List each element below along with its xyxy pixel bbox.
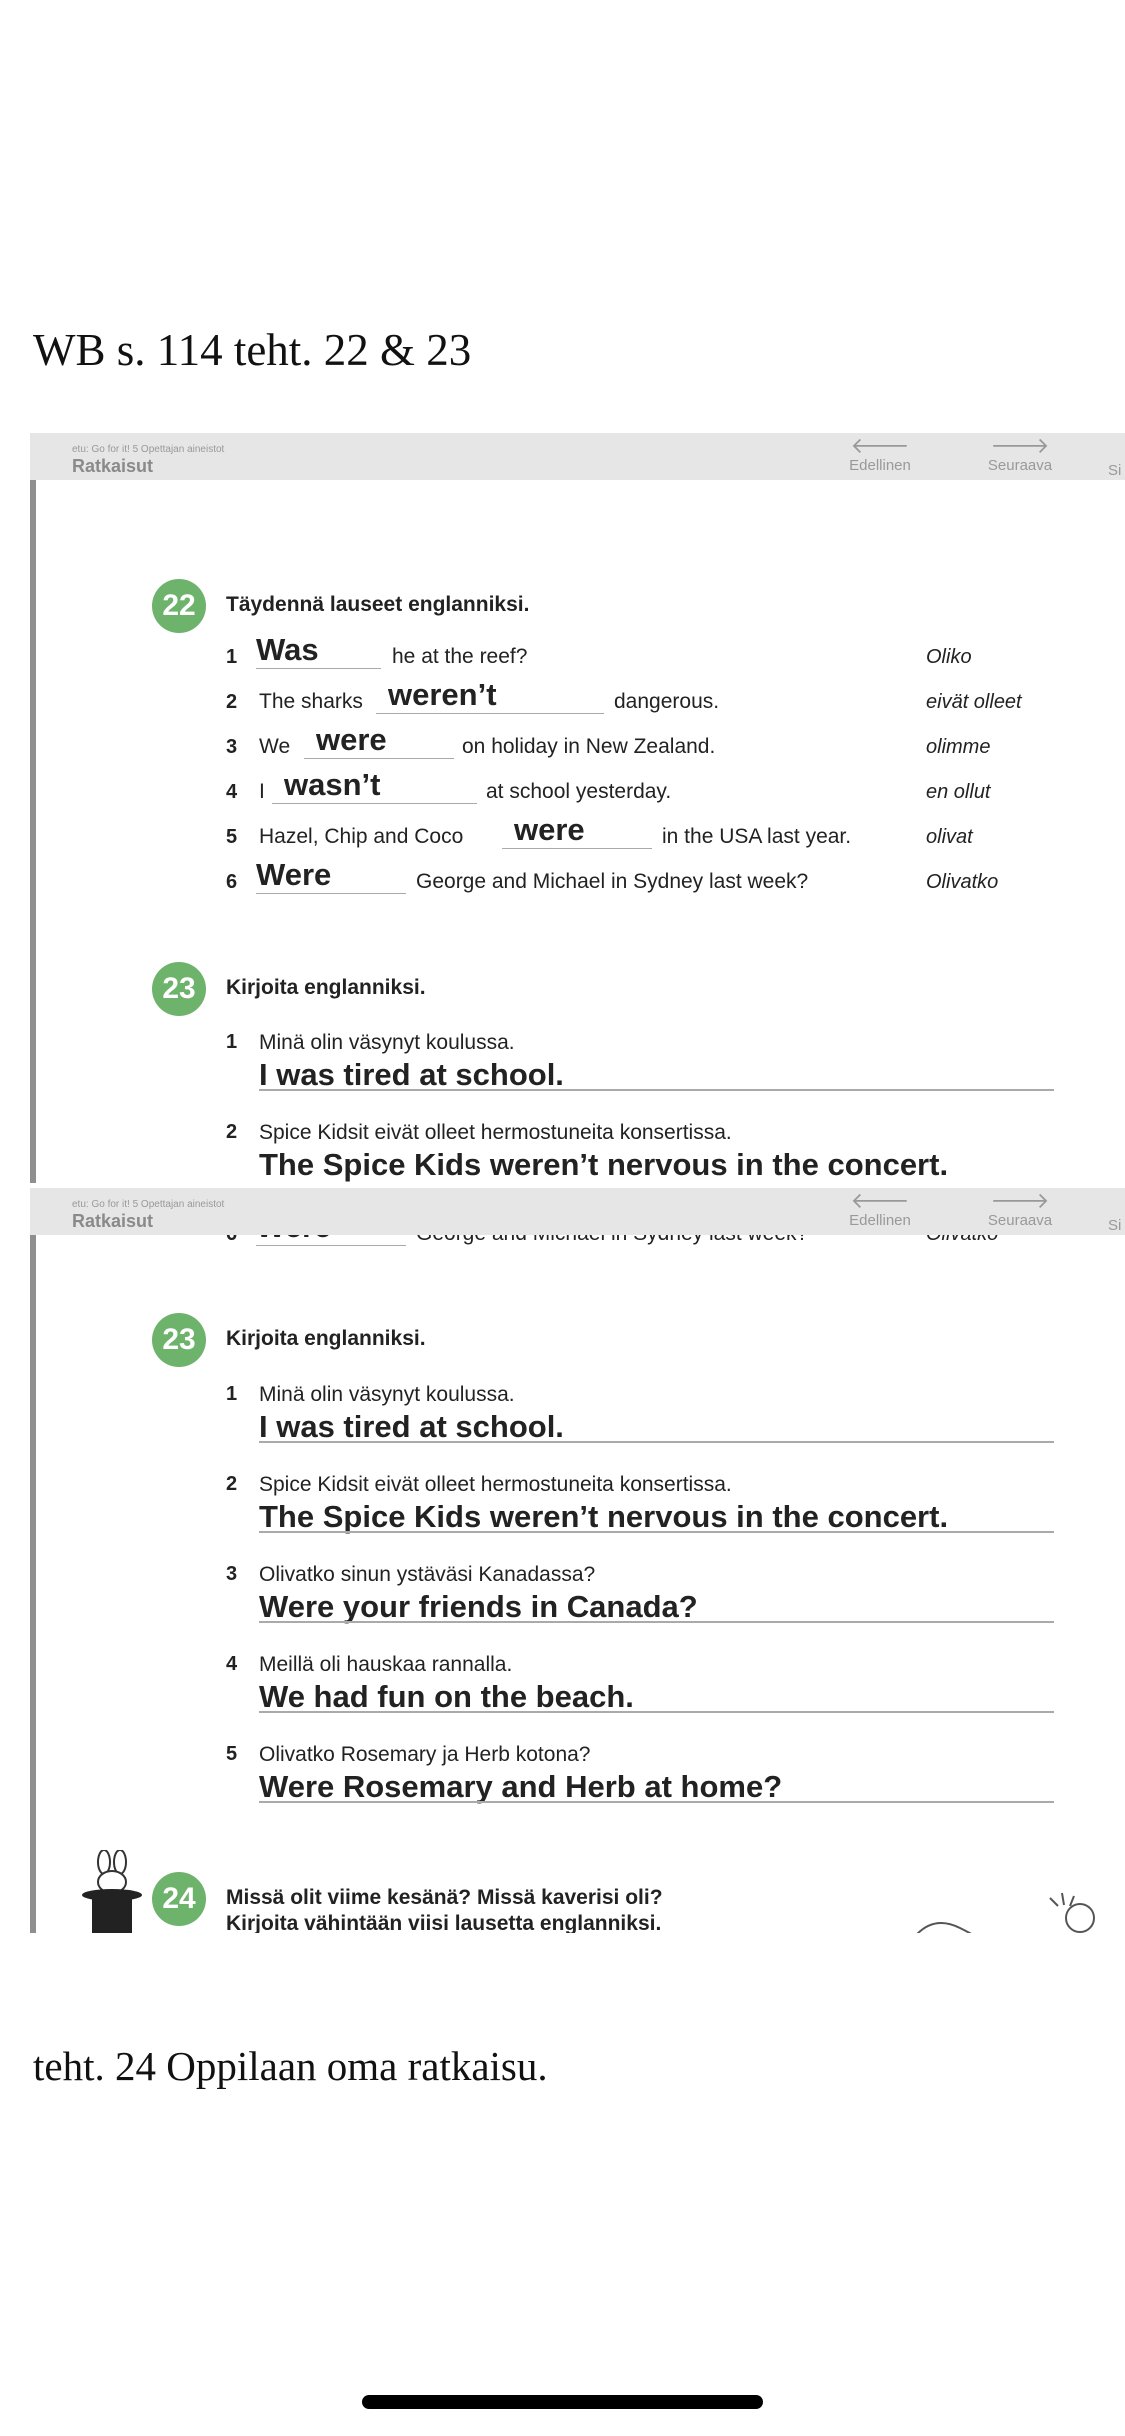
sentence-before: I	[259, 780, 265, 803]
cut-off-nav-label[interactable]: Si	[1108, 1217, 1122, 1234]
exercise-22-title: Täydennä lauseet englanniksi.	[226, 593, 530, 616]
next-button[interactable]	[980, 1190, 1060, 1229]
finnish-hint: eivät olleet	[926, 691, 1022, 713]
arrow-left-icon: 🡐	[850, 433, 910, 458]
arrow-left-icon: 🡐	[850, 1188, 910, 1213]
exercise-24-line-1: Missä olit viime kesänä? Missä kaverisi oli?	[226, 1886, 663, 1909]
answer-blank	[272, 767, 477, 804]
item-number: 4	[226, 781, 238, 803]
footer-note: teht. 24 Oppilaan oma ratkaisu.	[33, 2043, 548, 2089]
viewer-title: Ratkaisut	[72, 1211, 154, 1231]
viewer-toolbar	[30, 1188, 1125, 1235]
cut-off-nav-label[interactable]: Si	[1108, 462, 1122, 479]
finnish-hint: en ollut	[926, 781, 991, 803]
item-number: 3	[226, 736, 238, 758]
item-number: 1	[226, 1383, 238, 1405]
answer-text: Was	[256, 632, 319, 667]
exercise-23-title: Kirjoita englanniksi.	[226, 976, 426, 999]
finnish-prompt: Olivatko Rosemary ja Herb kotona?	[259, 1743, 591, 1766]
exercise-23-title: Kirjoita englanniksi.	[226, 1327, 426, 1350]
exercise-22-row	[226, 856, 1106, 896]
exercise-24-line-2: Kirjoita vähintään viisi lausetta englanniksi.	[226, 1912, 662, 1933]
item-number: 5	[226, 826, 238, 848]
exercise-22-badge: 22	[152, 579, 206, 633]
arrow-right-icon: 🡒	[990, 433, 1050, 458]
previous-label: Edellinen	[849, 1212, 911, 1229]
breadcrumb: etu: Go for it! 5 Opettajan aineistot	[72, 444, 225, 455]
answer-line	[259, 1621, 1054, 1623]
answer-line	[259, 1711, 1054, 1713]
finnish-prompt: Spice Kidsit eivät olleet hermostuneita konsertissa.	[259, 1473, 732, 1496]
viewer-toolbar	[30, 433, 1125, 480]
next-button[interactable]	[980, 435, 1060, 474]
answer-text: Were your friends in Canada?	[259, 1589, 698, 1624]
sentence-after: George and Michael in Sydney last week?	[416, 870, 809, 893]
next-label: Seuraava	[987, 1212, 1053, 1229]
item-number: 5	[226, 1743, 238, 1765]
answer-text: were	[316, 722, 387, 757]
finnish-hint: olimme	[926, 736, 991, 758]
sentence-after: he at the reef?	[392, 645, 528, 668]
answer-line	[259, 1441, 1054, 1443]
answer-line	[259, 1531, 1054, 1533]
sentence-after: at school yesterday.	[486, 780, 672, 803]
answer-text: wasn’t	[284, 767, 381, 802]
answer-blank	[304, 722, 454, 759]
item-number: 1	[226, 646, 238, 668]
item-number: 2	[226, 691, 238, 713]
left-margin-bar	[30, 1235, 36, 1933]
answer-text: The Spice Kids weren’t nervous in the concert.	[259, 1499, 949, 1534]
answer-blank	[502, 812, 652, 849]
breadcrumb: etu: Go for it! 5 Opettajan aineistot	[72, 1199, 225, 1210]
screenshot-panel-2	[30, 1188, 1125, 1933]
next-label: Seuraava	[987, 457, 1053, 474]
item-number: 2	[226, 1121, 238, 1143]
answer-line	[259, 1089, 1054, 1091]
magic-hat-rabbit-icon	[78, 1850, 148, 1933]
arrow-right-icon: 🡒	[990, 1188, 1050, 1213]
answer-text: Were	[256, 857, 332, 892]
item-number: 2	[226, 1473, 238, 1495]
screenshot-panel-1	[30, 433, 1125, 1183]
answer-text: We had fun on the beach.	[259, 1679, 634, 1714]
answer-text: weren’t	[388, 677, 497, 712]
viewer-title: Ratkaisut	[72, 456, 154, 476]
exercise-22-row	[226, 766, 1106, 806]
finnish-prompt: Spice Kidsit eivät olleet hermostuneita konsertissa.	[259, 1121, 732, 1144]
sentence-after: in the USA last year.	[662, 825, 852, 848]
answer-text: I was tired at school.	[259, 1057, 564, 1092]
page-heading: WB s. 114 teht. 22 & 23	[33, 325, 472, 375]
finnish-hint: Olivatko	[926, 871, 999, 893]
answer-blank	[376, 677, 604, 714]
home-indicator[interactable]	[362, 2395, 763, 2409]
previous-label: Edellinen	[849, 457, 911, 474]
answer-text: were	[514, 812, 585, 847]
exercise-24-badge: 24	[152, 1872, 206, 1926]
sentence-after: on holiday in New Zealand.	[462, 735, 716, 758]
sentence-after: dangerous.	[614, 690, 720, 713]
finnish-hint: Oliko	[926, 646, 972, 668]
answer-text: I was tired at school.	[259, 1409, 564, 1444]
item-number: 6	[226, 871, 238, 893]
sentence-before: We	[259, 735, 291, 758]
item-number: 3	[226, 1563, 238, 1585]
previous-button[interactable]	[840, 1190, 920, 1229]
answer-text: Were Rosemary and Herb at home?	[259, 1769, 783, 1804]
finnish-hint: olivat	[926, 826, 973, 848]
exercise-22-row	[226, 721, 1106, 761]
answer-text: The Spice Kids weren’t nervous in the concert.	[259, 1147, 949, 1182]
exercise-22-row	[226, 676, 1106, 716]
item-number: 4	[226, 1653, 238, 1675]
exercise-22-row	[226, 811, 1106, 851]
left-margin-bar	[30, 480, 36, 1183]
cartoon-illustration-icon	[900, 1888, 1100, 1933]
sentence-before: Hazel, Chip and Coco	[259, 825, 464, 848]
finnish-prompt: Olivatko sinun ystäväsi Kanadassa?	[259, 1563, 596, 1586]
exercise-22-row	[226, 631, 1106, 671]
finnish-prompt: Minä olin väsynyt koulussa.	[259, 1031, 515, 1054]
answer-blank	[256, 632, 381, 669]
exercise-23-badge: 23	[152, 1313, 206, 1367]
answer-line	[259, 1801, 1054, 1803]
item-number: 1	[226, 1031, 238, 1053]
exercise-23-badge: 23	[152, 962, 206, 1016]
previous-button[interactable]	[840, 435, 920, 474]
finnish-prompt: Minä olin väsynyt koulussa.	[259, 1383, 515, 1406]
sentence-before: The sharks	[259, 690, 363, 713]
finnish-prompt: Meillä oli hauskaa rannalla.	[259, 1653, 513, 1676]
answer-blank	[256, 857, 406, 894]
